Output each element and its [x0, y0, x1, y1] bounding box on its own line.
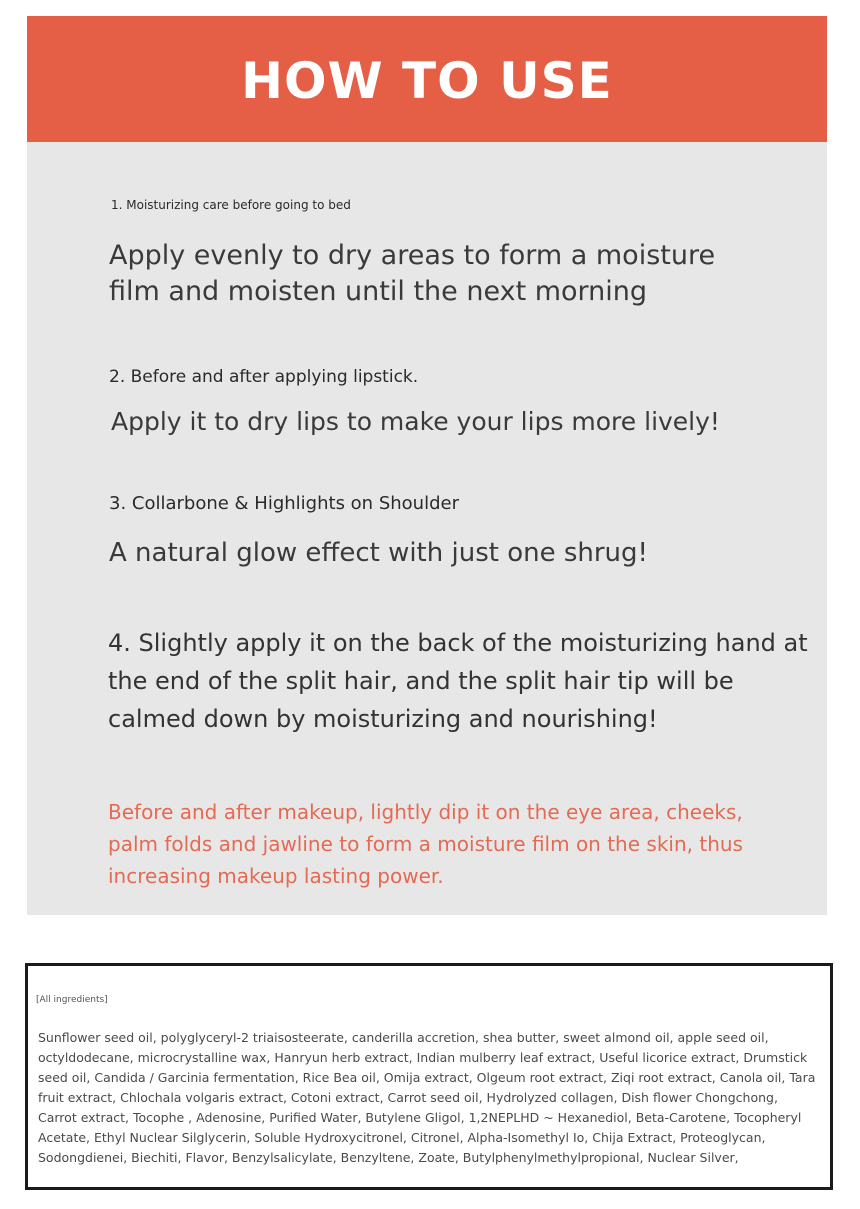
ingredients-heading: [All ingredients] [36, 995, 108, 1005]
ingredients-box [25, 963, 833, 1190]
step-1-label: 1. Moisturizing care before going to bed [111, 198, 351, 212]
step-3-description: A natural glow effect with just one shrug! [109, 538, 648, 568]
step-3-label: 3. Collarbone & Highlights on Shoulder [109, 493, 459, 514]
header-band [27, 16, 827, 142]
step-1-description: Apply evenly to dry areas to form a moisture film and moisten until the next morning [109, 240, 716, 307]
how-to-use-panel [27, 16, 827, 915]
step-4-description: 4. Slightly apply it on the back of the moisturizing hand at the end of the split hair, and the split hair tip will be calmed down by moisturizing and nourishing! [108, 629, 808, 733]
step-2-description: Apply it to dry lips to make your lips more lively! [111, 407, 720, 436]
ingredients-list: Sunflower seed oil, polyglyceryl-2 triaisosteerate, canderilla accretion, shea butter, sweet almond oil, apple seed oil, octyldodecane, microcrystalline wax, Hanryun herb extract, Indian mulberry leaf extract, Useful licorice extract, Drumstick seed oil, Candida / Garcinia fermentation, Rice Bea oil, Omija extract, Olgeum root extract, Ziqi root extract, Canola oil, Tara fruit extract, Chlochala volgaris extract, Cotoni extract, Carrot seed oil, Hydrolyzed collagen, Dish flower Chongchong, Carrot extract, Tocophe , Adenosine, Purified Water, Butylene Gligol, 1,2NEPLHD ~ Hexanediol, Beta-Carotene, Tocopheryl Acetate, Ethyl Nuclear Silglycerin, Soluble Hydroxycitronel, Citronel, Alpha-Isomethyl Io, Chija Extract, Proteoglycan, Sodongdienei, Biechiti, Flavor, Benzylsalicylate, Benzyltene, Zoate, Butylphenylmethylpropional, Nuclear Silver, [38, 1030, 816, 1165]
step-2-label: 2. Before and after applying lipstick. [109, 367, 419, 387]
makeup-tip: Before and after makeup, lightly dip it on the eye area, cheeks, palm folds and jawline to form a moisture film on the skin, thus increasing makeup lasting power. [108, 800, 743, 888]
page-title: HOW TO USE [241, 52, 613, 110]
